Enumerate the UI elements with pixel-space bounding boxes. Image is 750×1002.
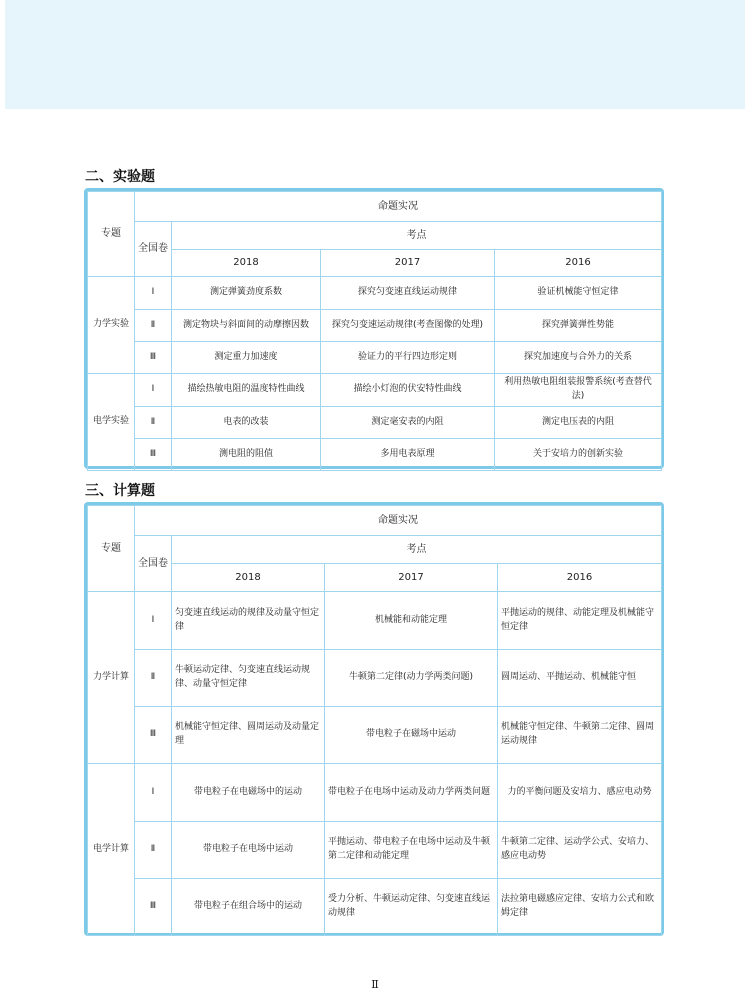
topic-header: 专题 — [88, 192, 135, 277]
cell-2016: 力的平衡问题及安培力、感应电动势 — [498, 764, 662, 822]
cell-2016: 机械能守恒定律、牛顿第二定律、圆周运动规律 — [498, 707, 662, 764]
cell-2016: 牛顿第二定律、运动学公式、安培力、感应电动势 — [498, 822, 662, 879]
paper-cell: Ⅱ — [135, 650, 172, 707]
table-row — [88, 374, 662, 407]
cell-2016: 探究加速度与合外力的关系 — [495, 342, 662, 374]
cell-2018: 带电粒子在组合场中的运动 — [172, 879, 325, 936]
cell-2016: 验证机械能守恒定律 — [495, 277, 662, 310]
calculation-table — [84, 502, 664, 936]
situation-header: 命题实况 — [135, 192, 662, 222]
cell-2016: 圆周运动、平抛运动、机械能守恒 — [498, 650, 662, 707]
table-row — [88, 822, 662, 879]
cell-2018: 电表的改装 — [172, 407, 321, 439]
paper-cell: Ⅲ — [135, 439, 172, 471]
paper-header: 全国卷 — [135, 222, 172, 277]
table-row — [88, 707, 662, 764]
group-label: 力学计算 — [88, 592, 135, 764]
paper-cell: Ⅰ — [135, 592, 172, 650]
paper-header: 全国卷 — [135, 536, 172, 592]
table-row — [88, 650, 662, 707]
cell-2017: 平抛运动、带电粒子在电场中运动及牛顿第二定律和动能定理 — [325, 822, 498, 879]
table-row — [88, 764, 662, 822]
cell-2018: 牛顿运动定律、匀变速直线运动规律、动量守恒定律 — [172, 650, 325, 707]
cell-2018: 带电粒子在电场中运动 — [172, 822, 325, 879]
cell-2018: 测定重力加速度 — [172, 342, 321, 374]
cell-2018: 测电阻的阻值 — [172, 439, 321, 471]
table-row — [88, 439, 662, 471]
cell-2017: 验证力的平行四边形定则 — [321, 342, 495, 374]
cell-2018: 测定弹簧劲度系数 — [172, 277, 321, 310]
paper-cell: Ⅲ — [135, 879, 172, 936]
cell-2018: 匀变速直线运动的规律及动量守恒定律 — [172, 592, 325, 650]
cell-2016: 利用热敏电阻组装报警系统(考查替代法) — [495, 374, 662, 407]
cell-2017: 带电粒子在磁场中运动 — [325, 707, 498, 764]
cell-2017: 探究匀变速运动规律(考查图像的处理) — [321, 310, 495, 342]
experiment-table — [84, 188, 664, 469]
cell-2016: 关于安培力的创新实验 — [495, 439, 662, 471]
cell-2016: 平抛运动的规律、动能定理及机械能守恒定律 — [498, 592, 662, 650]
group-label: 力学实验 — [88, 277, 135, 374]
topic-header: 专题 — [88, 506, 135, 592]
cell-2017: 多用电表原理 — [321, 439, 495, 471]
section-title-calculations: 三、计算题 — [85, 483, 155, 499]
cell-2018: 描绘热敏电阻的温度特性曲线 — [172, 374, 321, 407]
paper-cell: Ⅱ — [135, 822, 172, 879]
year-header: 2017 — [321, 250, 495, 277]
group-label: 电学计算 — [88, 764, 135, 936]
paper-cell: Ⅰ — [135, 764, 172, 822]
header-banner — [5, 0, 745, 109]
table-row — [88, 407, 662, 439]
year-header: 2018 — [172, 564, 325, 592]
paper-cell: Ⅱ — [135, 310, 172, 342]
cell-2017: 受力分析、牛顿运动定律、匀变速直线运动规律 — [325, 879, 498, 936]
cell-2017: 机械能和动能定理 — [325, 592, 498, 650]
cell-2018: 带电粒子在电磁场中的运动 — [172, 764, 325, 822]
paper-cell: Ⅰ — [135, 374, 172, 407]
table-row — [88, 310, 662, 342]
paper-cell: Ⅰ — [135, 277, 172, 310]
paper-cell: Ⅲ — [135, 342, 172, 374]
situation-header: 命题实况 — [135, 506, 662, 536]
cell-2017: 探究匀变速直线运动规律 — [321, 277, 495, 310]
page-number: Ⅱ — [371, 978, 379, 991]
cell-2018: 测定物块与斜面间的动摩擦因数 — [172, 310, 321, 342]
cell-2017: 描绘小灯泡的伏安特性曲线 — [321, 374, 495, 407]
year-header: 2016 — [498, 564, 662, 592]
cell-2016: 探究弹簧弹性势能 — [495, 310, 662, 342]
table-row — [88, 342, 662, 374]
cell-2016: 测定电压表的内阻 — [495, 407, 662, 439]
cell-2018: 机械能守恒定律、圆周运动及动量定理 — [172, 707, 325, 764]
year-header: 2016 — [495, 250, 662, 277]
cell-2017: 测定毫安表的内阻 — [321, 407, 495, 439]
table-row — [88, 592, 662, 650]
year-header: 2017 — [325, 564, 498, 592]
cell-2017: 带电粒子在电场中运动及动力学两类问题 — [325, 764, 498, 822]
table-row — [88, 277, 662, 310]
points-header: 考点 — [172, 222, 662, 250]
year-header: 2018 — [172, 250, 321, 277]
group-label: 电学实验 — [88, 374, 135, 471]
paper-cell: Ⅲ — [135, 707, 172, 764]
points-header: 考点 — [172, 536, 662, 564]
paper-cell: Ⅱ — [135, 407, 172, 439]
table-row — [88, 879, 662, 936]
section-title-experiments: 二、实验题 — [85, 169, 155, 185]
cell-2016: 法拉第电磁感应定律、安培力公式和欧姆定律 — [498, 879, 662, 936]
cell-2017: 牛顿第二定律(动力学两类问题) — [325, 650, 498, 707]
